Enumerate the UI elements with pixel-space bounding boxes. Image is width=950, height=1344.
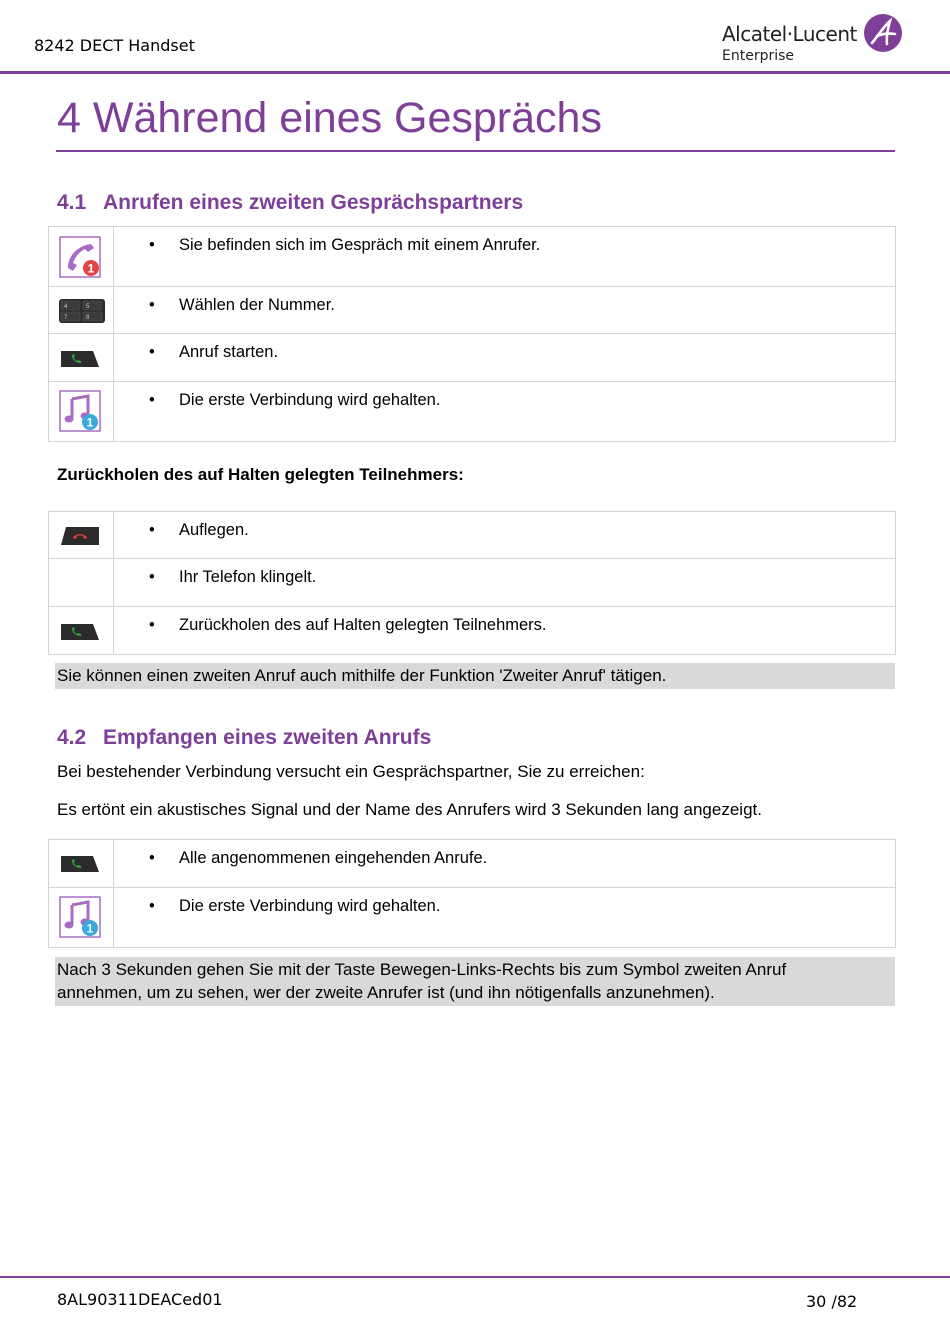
step-row <box>49 607 896 655</box>
step-text-cell <box>114 287 896 334</box>
paragraph: Bei bestehender Verbindung versucht ein Gesprächspartner, Sie zu erreichen: <box>57 762 645 781</box>
step-text-cell <box>114 559 896 607</box>
step-text-cell <box>114 888 896 948</box>
step-text-cell <box>114 227 896 287</box>
bullet: • <box>149 897 155 915</box>
svg-text:8: 8 <box>86 315 90 321</box>
section-heading: Anrufen eines zweiten Gesprächspartners <box>103 191 524 214</box>
note-box <box>55 957 895 1006</box>
svg-text:1: 1 <box>86 921 94 936</box>
brand-logo <box>720 14 910 66</box>
step-text-cell <box>114 334 896 382</box>
step-icon-cell <box>49 840 114 888</box>
chapter-rule <box>56 150 895 152</box>
step-icon-cell <box>49 287 114 334</box>
step-text: Anruf starten. <box>179 343 279 361</box>
step-icon-cell <box>49 382 114 442</box>
svg-text:7: 7 <box>64 315 68 321</box>
footer-rule <box>0 1276 950 1278</box>
step-text-cell <box>114 607 896 655</box>
step-text: Alle angenommenen eingehenden Anrufe. <box>179 849 488 867</box>
steps-table-2 <box>48 511 896 655</box>
section-heading: Empfangen eines zweiten Anrufs <box>103 726 432 749</box>
bullet: • <box>149 568 155 586</box>
bullet: • <box>149 616 155 634</box>
bullet: • <box>149 391 155 409</box>
step-row <box>49 227 896 287</box>
step-icon-cell <box>49 559 114 607</box>
subheading: Zurückholen des auf Halten gelegten Teilnehmers: <box>57 465 464 484</box>
footer-doc-id: 8AL90311DEACed01 <box>57 1290 223 1309</box>
step-icon-cell <box>49 227 114 287</box>
chapter-title: 4 Während eines Gesprächs <box>57 94 602 142</box>
hold-music-icon <box>59 896 103 940</box>
header-rule <box>0 71 950 74</box>
step-text-cell <box>114 512 896 559</box>
step-row <box>49 382 896 442</box>
off-hook-key-icon <box>59 622 101 642</box>
incoming-call-icon <box>59 236 103 278</box>
steps-table-1 <box>48 226 896 442</box>
note-box: Sie können einen zweiten Anruf auch mithilfe der Funktion 'Zweiter Anruf' tätigen. <box>55 663 895 689</box>
note-line: annehmen, um zu sehen, wer der zweite Anrufer ist (und ihn nötigenfalls anzunehmen). <box>57 983 715 1002</box>
step-text: Die erste Verbindung wird gehalten. <box>179 391 441 409</box>
step-icon-cell <box>49 334 114 382</box>
svg-text:4: 4 <box>64 304 68 310</box>
svg-text:1: 1 <box>86 415 94 430</box>
step-row <box>49 559 896 607</box>
note-line: Nach 3 Sekunden gehen Sie mit der Taste Bewegen-Links-Rechts bis zum Symbol zweiten Anruf <box>57 960 787 979</box>
svg-text:5: 5 <box>86 304 90 310</box>
bullet: • <box>149 849 155 867</box>
logo-mark-icon <box>864 14 902 52</box>
section-number: 4.2 <box>57 726 87 749</box>
keypad-icon <box>59 299 105 323</box>
step-text: Zurückholen des auf Halten gelegten Teilnehmers. <box>179 616 547 634</box>
step-icon-cell <box>49 607 114 655</box>
step-row <box>49 840 896 888</box>
footer-page-number: 30 /82 <box>806 1292 858 1311</box>
step-text: Die erste Verbindung wird gehalten. <box>179 897 441 915</box>
off-hook-key-icon <box>59 854 101 874</box>
step-text: Auflegen. <box>179 521 249 539</box>
logo-sub: Enterprise <box>722 48 795 64</box>
section-title-4-2 <box>57 726 431 750</box>
svg-text:1: 1 <box>87 261 95 276</box>
bullet: • <box>149 236 155 254</box>
step-icon-cell <box>49 888 114 948</box>
step-text-cell <box>114 382 896 442</box>
step-row <box>49 287 896 334</box>
section-title-4-1 <box>57 191 523 215</box>
steps-table-3 <box>48 839 896 948</box>
hang-up-key-icon <box>59 525 101 547</box>
step-text: Sie befinden sich im Gespräch mit einem Anrufer. <box>179 236 541 254</box>
off-hook-key-icon <box>59 349 101 369</box>
step-text-cell <box>114 840 896 888</box>
logo-name: Alcatel·Lucent <box>722 22 857 46</box>
step-text: Ihr Telefon klingelt. <box>179 568 317 586</box>
step-icon-cell <box>49 512 114 559</box>
hold-music-icon <box>59 390 103 434</box>
bullet: • <box>149 343 155 361</box>
step-row <box>49 512 896 559</box>
bullet: • <box>149 521 155 539</box>
bullet: • <box>149 296 155 314</box>
header-title: 8242 DECT Handset <box>34 36 195 55</box>
step-row <box>49 888 896 948</box>
step-row <box>49 334 896 382</box>
paragraph: Es ertönt ein akustisches Signal und der Name des Anrufers wird 3 Sekunden lang angezeigt. <box>57 800 762 819</box>
section-number: 4.1 <box>57 191 87 214</box>
step-text: Wählen der Nummer. <box>179 296 335 314</box>
